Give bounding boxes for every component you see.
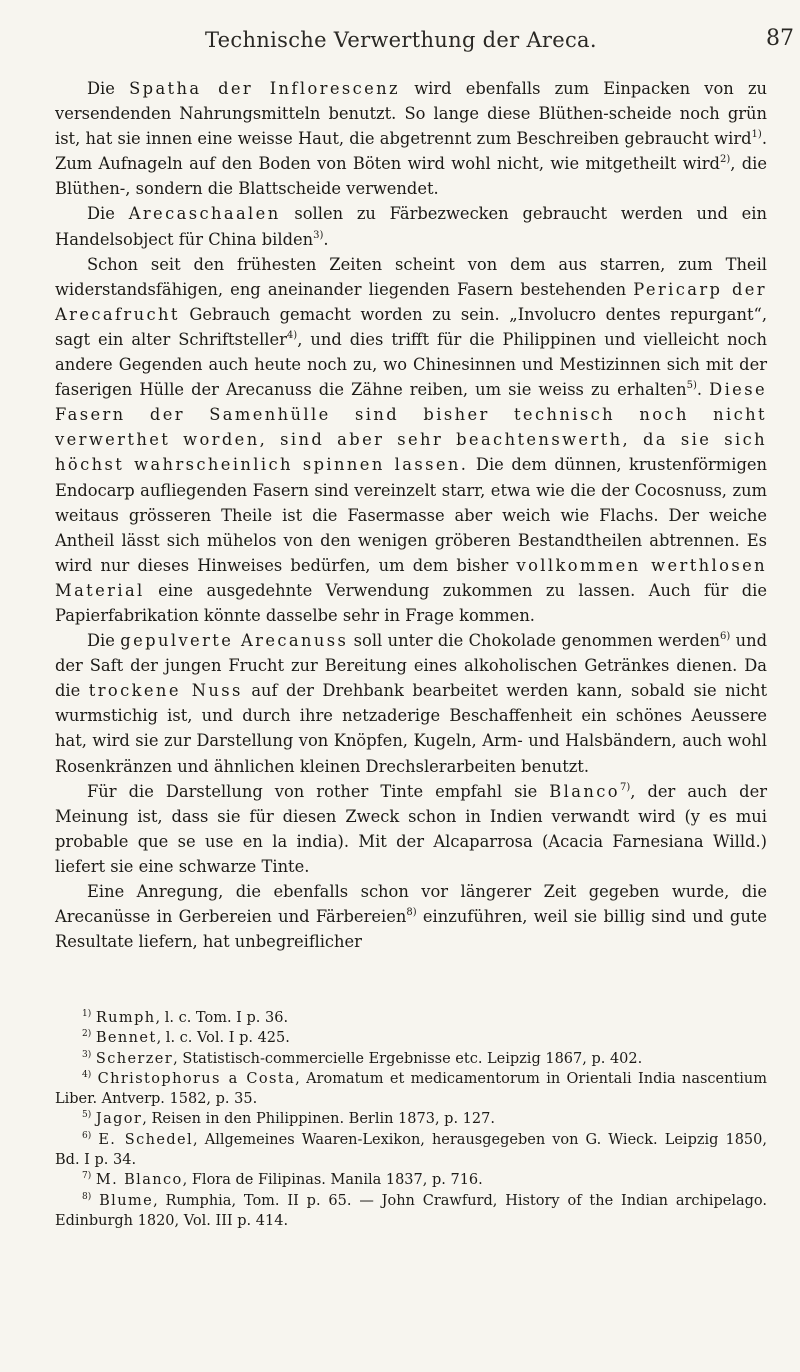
running-title: Technische Verwerthung der Areca. [205, 28, 597, 52]
emphasis-gepulverte: gepulverte Arecanuss [120, 631, 349, 651]
footnote: $^{3)}$ Scherzer, Statistisch-commercielle Ergebnisse etc. Leipzig 1867, p. 402. [82, 1049, 643, 1067]
footnote-ref-5: 5) [686, 380, 697, 392]
paragraph-arecanuss: Die gepulverte Arecanuss soll unter die Chokolade genommen werden$^{6)}$ und der Saft der jungen Frucht zur Bereitung eines alkoholischen Getränkes dienen. Da die trockene Nuss auf der Drehbank bearbeitet werden kann, sobald sie nicht wurmstichig ist, und durch ihre netzaderige Beschaffenheit ein schönes Aeussere hat, wird sie zur Darstellung von Knöpfen, Kugeln, Arm- und Halsbändern, auch wohl Rosenkränzen und ähnlichen kleinen Drechslerarbeiten benutzt. [55, 631, 768, 776]
footnote-ref-6: 6) [719, 631, 731, 643]
footnote: $^{8)}$ Blume, Rumphia, Tom. II p. 65. — John Crawfurd, History of the Indian archipelago. Edinburgh 1820, Vol. III p. 414. [55, 1191, 767, 1229]
emphasis-pericarp: Pericarp der Arecafrucht [55, 279, 767, 324]
page-number: 87 [766, 26, 794, 51]
emphasis-spatha: Spatha der Inflorescenz [129, 79, 401, 98]
emphasis-blanco: Blanco [549, 781, 620, 801]
paragraph-gerbereien: Eine Anregung, die ebenfalls schon vor längerer Zeit gegeben wurde, die Arecanüsse in Gerbereien und Färbereien$^{8)}$ einzuführen, weil sie billig sind und gute Resultate liefern, hat unbegreiflicher [55, 882, 767, 952]
paragraph-spatha: Die Spatha der Inflorescenz wird ebenfalls zum Einpacken von zu versendenden Nahrungsmitteln benutzt. So lange diese Blüthen-scheide noch grün ist, hat sie innen eine weisse Haut, die abgetrennt zum Beschreiben gebraucht wird$^{1)}$. Zum Aufnageln auf den Boden von Böten wird wohl nicht, wie mitgetheilt wird$^{2)}$, die Blüthen-, sondern die Blattscheide verwendet. [55, 79, 768, 199]
emphasis-werthlos: vollkommen werthlosen Material [55, 555, 768, 600]
main-text [55, 76, 767, 954]
footnote: $^{2)}$ Bennet, l. c. Vol. I p. 425. [82, 1029, 290, 1047]
footnotes [55, 1008, 767, 1231]
footnote-ref-4: 4) [286, 329, 298, 341]
footnote-ref-7: 7) [619, 781, 631, 793]
paragraph-schaalen: Die Arecaschaalen sollen zu Färbezwecken gebraucht werden und ein Handelsobject für China bilden$^{3)}$. [55, 204, 768, 249]
footnote-ref-8: 8) [406, 907, 417, 919]
footnote: $^{1)}$ Rumph, l. c. Tom. I p. 36. [82, 1009, 289, 1026]
footnote: $^{4)}$ Christophorus a Costa, Aromatum et medicamentorum in Orientali India nascentium Liber. Antverp. 1582, p. 35. [55, 1069, 767, 1108]
emphasis-trockene: trockene Nuss [88, 681, 243, 701]
footnote-ref-2: 2) [719, 154, 731, 166]
emphasis-fasern: Diese Fasern der Samenhülle sind bisher technisch noch nicht verwerthet worden, sind aber sehr beachtenswerth, da sie sich höchst wahrscheinlich spinnen lassen. [55, 380, 767, 475]
page-header [0, 10, 800, 54]
paragraph-pericarp: Schon seit den frühesten Zeiten scheint von dem aus starren, zum Theil widerstandsfähigen, eng aneinander liegenden Fasern bestehenden Pericarp der Arecafrucht Gebrauch gemacht worden zu sein. „Involucro dentes repurgant“, sagt ein alter Schriftsteller$^{4)}$, und dies trifft für die Philippinen und vielleicht noch andere Gegenden auch heute noch zu, wo Chinesinnen und Mestizinnen sich mit der faserigen Hülle der Arecanuss die Zähne reiben, um sie weiss zu erhalten$^{5)}$. Diese Fasern der Samenhülle sind bisher technisch noch nicht verwerthet worden, sind aber sehr beachtenswerth, da sie sich höchst wahrscheinlich spinnen lassen. Die dem dünnen, krustenförmigen Endocarp aufliegenden Fasern sind vereinzelt starr, etwa wie die der Cocosnuss, zum weitaus grösseren Theile ist die Fasermasse aber weich wie Flachs. Der weiche Antheil lässt sich mühelos von den wenigen gröberen Bestandtheilen abtrennen. Es wird nur dieses Hinweises bedürfen, um dem bisher vollkommen werthlosen Material eine ausgedehnte Verwendung zukommen zu lassen. Auch für die Papierfabrikation könnte dasselbe sehr in Frage kommen. [55, 254, 768, 625]
footnote: $^{7)}$ M. Blanco, Flora de Filipinas. Manila 1837, p. 716. [82, 1171, 483, 1189]
paragraph-tinte: Für die Darstellung von rother Tinte empfahl sie Blanco$^{7)}$, der auch der Meinung ist, dass sie für diesen Zweck schon in Indien verwandt wird (y es mui probable que se use en la india). Mit der Alcaparrosa (Acacia Farnesiana Willd.) liefert sie eine schwarze Tinte. [55, 781, 767, 876]
footnote-ref-1: 1) [751, 129, 762, 141]
footnote: $^{6)}$ E. Schedel, Allgemeines Waaren-Lexikon, herausgegeben von G. Wieck. Leipzig 1850, Bd. I p. 34. [55, 1130, 767, 1169]
footnote: $^{5)}$ Jagor, Reisen in den Philippinen. Berlin 1873, p. 127. [82, 1110, 495, 1128]
emphasis-arecaschaalen: Arecaschaalen [128, 204, 281, 224]
footnote-ref-3: 3) [313, 229, 324, 241]
